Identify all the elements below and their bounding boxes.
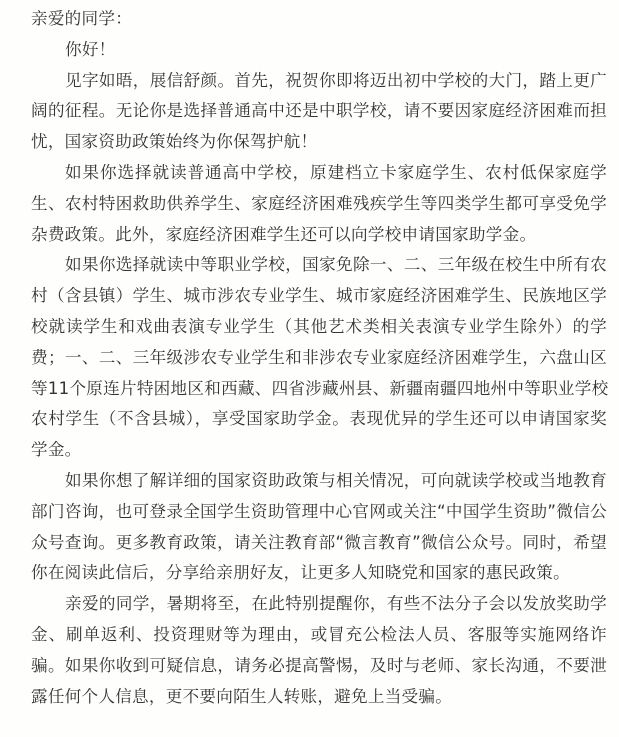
paragraph-high-school-policy xyxy=(31,158,607,250)
paragraph-congratulations xyxy=(31,66,607,158)
text-line: 忧，国家资助政策始终为你保驾护航！ xyxy=(31,132,318,152)
text-line: 农村学生（不含县城），享受国家助学金。表现优异的学生还可以申请国家奖 xyxy=(31,409,607,429)
text-line: 见字如晤，展信舒颜。首先，祝贺你即将迈出初中学校的大门，踏上更广 xyxy=(65,70,607,90)
text-line: 亲爱的同学，暑期将至，在此特别提醒你，有些不法分子会以发放奖助学 xyxy=(65,594,607,614)
text-line: 如果你选择就读中等职业学校，国家免除一、二、三年级在校生中所有农 xyxy=(65,255,607,275)
text-line: 露任何个人信息，更不要向陌生人转账，避免上当受骗。 xyxy=(31,686,453,706)
text-line: 校就读学生和戏曲表演专业学生（其他艺术类相关表演专业学生除外）的学 xyxy=(31,316,607,336)
text-line: 骗。如果你收到可疑信息，请务必提高警惕，及时与老师、家长沟通，不要泄 xyxy=(31,655,607,675)
paragraph-fraud-warning xyxy=(31,589,607,712)
text-line: 等11个原连片特困地区和西藏、四省涉藏州县、新疆南疆四地州中等职业学校 xyxy=(31,378,609,398)
text-line: 村（含县镇）学生、城市涉农专业学生、城市家庭经济困难学生、民族地区学 xyxy=(31,286,607,306)
text-line: 金、刷单返利、投资理财等为理由，或冒充公检法人员、客服等实施网络诈 xyxy=(31,624,607,644)
text-line: 杂费政策。此外，家庭经济困难学生还可以向学校申请国家助学金。 xyxy=(31,224,537,244)
text-line: 如果你选择就读普通高中学校，原建档立卡家庭学生、农村低保家庭学 xyxy=(65,162,607,182)
text-line: 费；一、二、三年级涉农专业学生和非涉农专业家庭经济困难学生，六盘山区 xyxy=(31,347,607,367)
text-line: 阔的征程。无论你是选择普通高中还是中职学校，请不要因家庭经济困难而担 xyxy=(31,101,607,121)
text-line: 如果你想了解详细的国家资助政策与相关情况，可向就读学校或当地教育 xyxy=(65,470,607,490)
paragraph-list xyxy=(31,66,607,713)
salutation: 亲爱的同学： xyxy=(31,9,133,28)
paragraph-vocational-policy xyxy=(31,250,607,466)
greeting: 你好！ xyxy=(65,39,116,59)
paragraph-consultation xyxy=(31,466,607,589)
text-line: 你在阅读此信后，分享给亲朋好友，让更多人知晓党和国家的惠民政策。 xyxy=(31,563,570,583)
text-line: 众号查询。更多教育政策，请关注教育部“微言教育”微信公众号。同时，希望 xyxy=(31,532,607,552)
text-line: 学金。 xyxy=(31,440,82,460)
text-line: 部门咨询，也可登录全国学生资助管理中心官网或关注“中国学生资助”微信公 xyxy=(31,501,607,521)
letter-body xyxy=(31,4,607,712)
text-line: 生、农村特困救助供养学生、家庭经济困难残疾学生等四类学生都可享受免学 xyxy=(31,193,607,213)
